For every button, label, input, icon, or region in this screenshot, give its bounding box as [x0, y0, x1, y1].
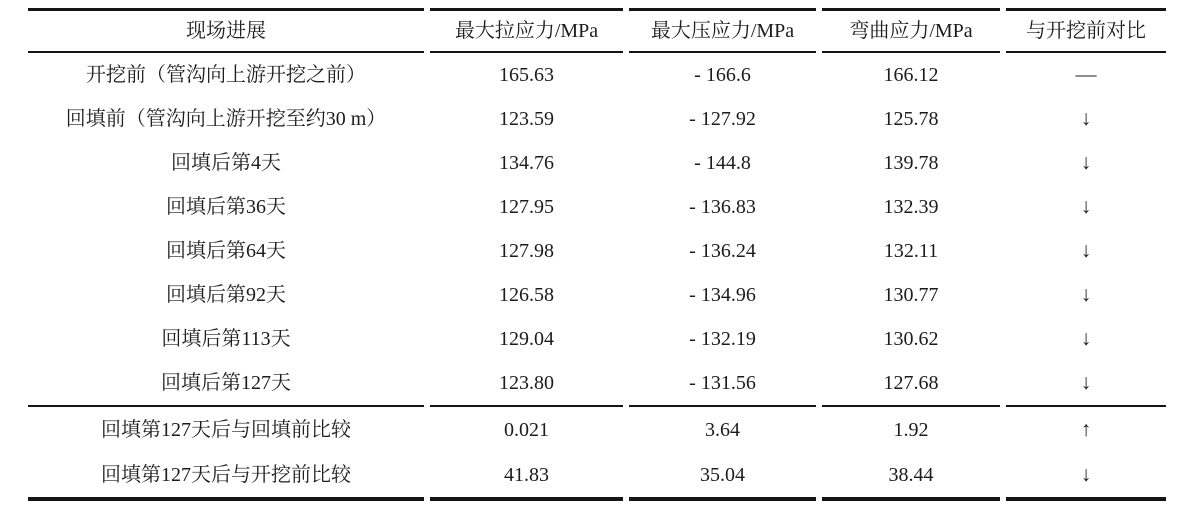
table-summary	[28, 407, 1166, 501]
table-row	[28, 273, 1166, 317]
table-row	[28, 229, 1166, 273]
cell-tensile: 127.95	[499, 196, 554, 218]
cell-tensile: 129.04	[499, 328, 554, 350]
column-header-stage: 现场进展	[28, 8, 424, 53]
cell-compressive: - 132.19	[689, 328, 756, 350]
header-row	[28, 8, 1166, 53]
cell-stage: 回填后第36天	[166, 196, 286, 218]
cell-compressive: - 134.96	[689, 284, 756, 306]
cell-bending: 38.44	[822, 452, 1000, 501]
cell-stage: 回填后第4天	[171, 152, 281, 174]
cell-tensile: 41.83	[430, 452, 623, 501]
table-row	[28, 53, 1166, 97]
cell-tensile: 0.021	[504, 418, 549, 441]
down-arrow-icon: ↓	[1080, 326, 1092, 351]
cell-compressive: - 144.8	[694, 152, 751, 174]
cell-compare-dash: —	[1075, 62, 1097, 87]
cell-bending: 1.92	[893, 418, 929, 441]
cell-compressive: - 136.83	[689, 196, 756, 218]
cell-bending: 125.78	[883, 108, 939, 130]
cell-tensile: 123.80	[430, 361, 623, 407]
cell-compressive: - 131.56	[629, 361, 816, 407]
down-arrow-icon: ↓	[1080, 106, 1092, 131]
down-arrow-icon: ↓	[1006, 361, 1166, 407]
table-header	[28, 8, 1166, 53]
cell-stage: 回填后第92天	[166, 284, 286, 306]
cell-bending: 130.77	[883, 284, 939, 306]
cell-stage: 回填后第64天	[166, 240, 286, 262]
cell-stage: 回填第127天后与开挖前比较	[28, 452, 424, 501]
down-arrow-icon: ↓	[1080, 194, 1092, 219]
cell-stage: 回填后第113天	[161, 328, 291, 350]
cell-bending: 132.11	[883, 240, 939, 262]
cell-tensile: 123.59	[499, 108, 554, 130]
stress-table	[22, 8, 1172, 501]
down-arrow-icon: ↓	[1080, 238, 1092, 263]
cell-bending: 130.62	[883, 328, 939, 350]
table-row	[28, 141, 1166, 185]
cell-bending: 132.39	[883, 196, 939, 218]
down-arrow-icon: ↓	[1006, 452, 1166, 501]
cell-stage: 开挖前（管沟向上游开挖之前）	[86, 64, 366, 86]
up-arrow-icon: ↑	[1080, 416, 1092, 441]
cell-tensile: 126.58	[499, 284, 554, 306]
down-arrow-icon: ↓	[1080, 282, 1092, 307]
stress-table-container	[22, 8, 1172, 501]
down-arrow-icon: ↓	[1080, 150, 1092, 175]
cell-stage: 回填第127天后与回填前比较	[101, 418, 351, 441]
table-row	[28, 361, 1166, 407]
column-header-tensile: 最大拉应力/MPa	[430, 8, 623, 53]
cell-stage: 回填后第127天	[28, 361, 424, 407]
cell-tensile: 127.98	[499, 240, 554, 262]
table-row	[28, 317, 1166, 361]
column-header-bending: 弯曲应力/MPa	[822, 8, 1000, 53]
cell-tensile: 165.63	[499, 64, 554, 86]
column-header-compressive: 最大压应力/MPa	[629, 8, 816, 53]
summary-row	[28, 407, 1166, 452]
table-row	[28, 97, 1166, 141]
cell-bending: 127.68	[822, 361, 1000, 407]
cell-compressive: - 166.6	[694, 64, 751, 86]
cell-compressive: - 127.92	[689, 108, 756, 130]
cell-stage: 回填前（管沟向上游开挖至约30 m）	[65, 108, 387, 130]
cell-compressive: - 136.24	[689, 240, 756, 262]
table-row	[28, 185, 1166, 229]
cell-compressive: 3.64	[705, 418, 740, 441]
cell-tensile: 134.76	[499, 152, 554, 174]
cell-bending: 139.78	[883, 152, 939, 174]
summary-row	[28, 452, 1166, 501]
table-body	[28, 53, 1166, 407]
column-header-compare: 与开挖前对比	[1006, 8, 1166, 53]
cell-bending: 166.12	[883, 64, 939, 86]
cell-compressive: 35.04	[629, 452, 816, 501]
